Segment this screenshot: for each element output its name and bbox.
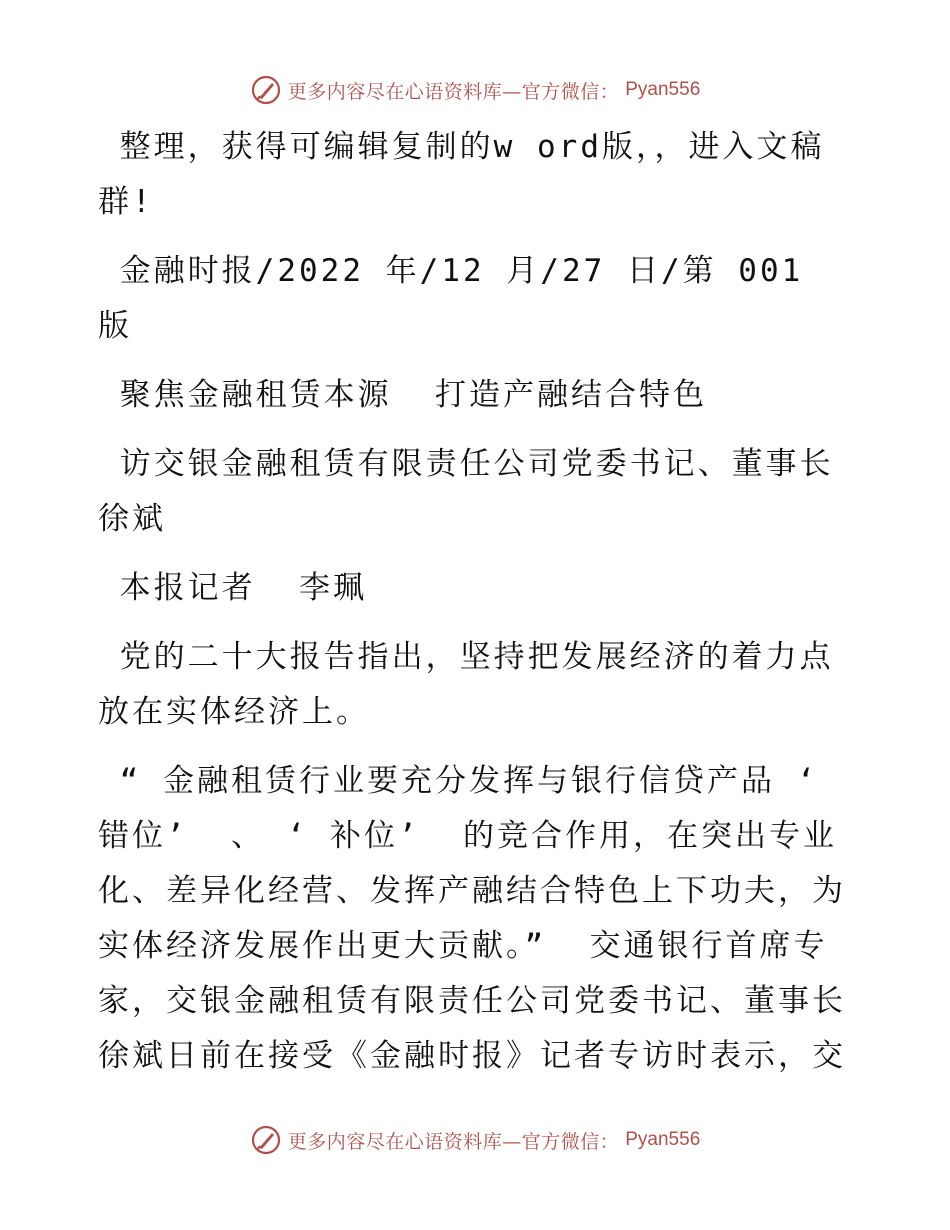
body-paragraph: “ 金融租赁行业要充分发挥与银行信贷产品 ‘ 错位’ 、 ‘ 补位’ 的竞合作用，在突出专业 化、差异化经营、发挥产融结合特色上下功夫，为 实体经济发展作出更大贡献。” 交通银行首席专 家，交银金融租赁有限责任公司党委书记、董事长 徐斌日前在接受《金融时报》记者专访时表示，交: [98, 763, 846, 1074]
watermark-text: 更多内容尽在心语资料库—官方微信：: [287, 80, 620, 103]
watermark-wechat-id: Pyan556: [625, 79, 701, 100]
publication-line: 金融时报/2022 年/12 月/27 日/第 001 版: [98, 253, 825, 344]
article-subheadline: 访交银金融租赁有限责任公司党委书记、董事长 徐斌: [98, 446, 834, 537]
article-headline: 聚焦金融租赁本源 打造产融结合特色: [98, 377, 707, 413]
header-watermark-banner: [0, 70, 950, 110]
watermark-text: 更多内容尽在心语资料库—官方微信：: [287, 1130, 620, 1153]
body-paragraph: 党的二十大报告指出，坚持把发展经济的着力点 放在实体经济上。: [98, 639, 834, 730]
feather-pen-logo-icon: [250, 1124, 282, 1156]
byline: 本报记者 李珮: [98, 570, 367, 606]
watermark-group: [250, 1124, 701, 1156]
document-body: [98, 120, 858, 1098]
watermark-wechat-id: Pyan556: [625, 1129, 701, 1150]
intro-paragraph: 整理，获得可编辑复制的w ord版，，进入文稿 群!: [98, 129, 825, 220]
footer-watermark-banner: [0, 1120, 950, 1160]
feather-pen-logo-icon: [250, 74, 282, 106]
watermark-group: [250, 74, 701, 106]
